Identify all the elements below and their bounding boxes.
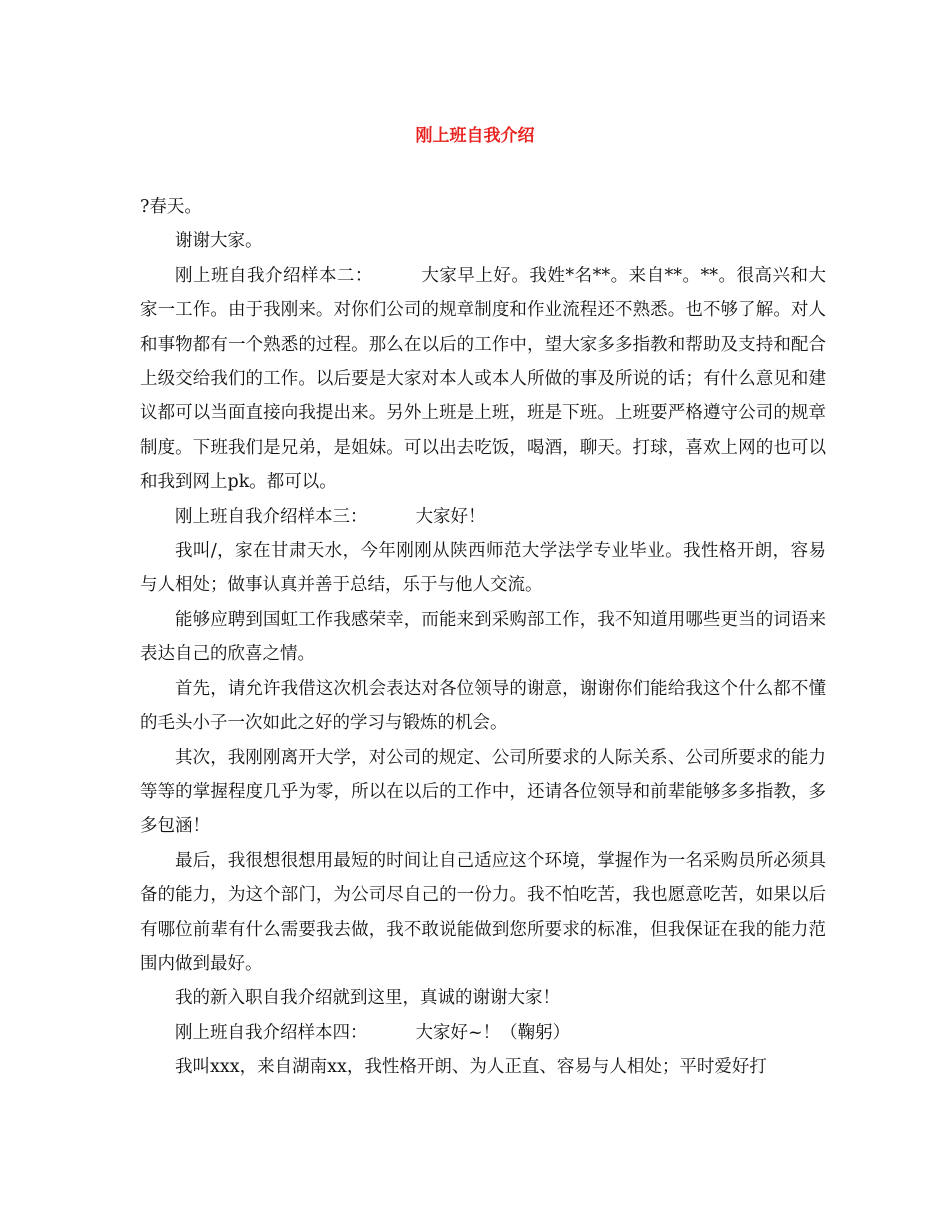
paragraph: [140, 190, 826, 224]
paragraph-text: 其次，我刚刚离开大学，对公司的规定、公司所要求的人际关系、公司所要求的能力等等的掌握程度几乎为零，所以在以后的工作中，还请各位领导和前辈能够多多指教，多多包涵！: [140, 747, 826, 837]
paragraph: [140, 224, 826, 258]
paragraph: [140, 981, 826, 1015]
paragraph: [140, 1050, 826, 1084]
paragraph-text: 大家早上好。我姓*名**。来自**。**。很高兴和大家一工作。由于我刚来。对你们公司的规章制度和作业流程还不熟悉。也不够了解。对人和事物都有一个熟悉的过程。那么在以后的工作中，望大家多多指教和帮助及支持和配合上级交给我们的工作。以后要是大家对本人或本人所做的事及所说的话；有什么意见和建议都可以当面直接向我提出来。另外上班是上班，班是下班。上班要严格遵守公司的规章制度。下班我们是兄弟，是姐妹。可以出去吃饭，喝酒，聊天。打球，喜欢上网的也可以和我到网上pk。都可以。: [140, 265, 827, 493]
paragraph: [140, 844, 826, 982]
paragraph-text: 我叫xxx，来自湖南xx，我性格开朗、为人正直、容易与人相处；平时爱好打: [175, 1057, 767, 1078]
paragraph: [140, 741, 826, 844]
paragraph: [140, 672, 826, 741]
paragraph-text: 大家好~！（鞠躬）: [415, 1022, 571, 1043]
paragraph: [140, 603, 826, 672]
paragraph-text: 我的新入职自我介绍就到这里，真诚的谢谢大家！: [175, 988, 560, 1009]
paragraph-text: 首先，请允许我借这次机会表达对各位领导的谢意，谢谢你们能给我这个什么都不懂的毛头小子一次如此之好的学习与锻炼的机会。: [140, 678, 826, 734]
paragraph-text: 我叫/，家在甘肃天水，今年刚刚从陕西师范大学法学专业毕业。我性格开朗，容易与人相处；做事认真并善于总结，乐于与他人交流。: [140, 541, 826, 596]
paragraph: [140, 500, 826, 534]
paragraph: [140, 259, 826, 500]
paragraph-text: 最后，我很想很想用最短的时间让自己适应这个环境，掌握作为一名采购员所必须具备的能力，为这个部门，为公司尽自己的一份力。我不怕吃苦，我也愿意吃苦，如果以后有哪位前辈有什么需要我去做，我不敢说能做到您所要求的标准，但我保证在我的能力范围内做到最好。: [140, 850, 826, 974]
sample-heading: 刚上班自我介绍样本二：: [175, 265, 373, 286]
paragraph: [140, 1016, 826, 1050]
paragraph-text: 能够应聘到国虹工作我感荣幸，而能来到采购部工作，我不知道用哪些更当的词语来表达自己的欣喜之情。: [140, 609, 826, 665]
sample-heading: 刚上班自我介绍样本四：: [175, 1022, 368, 1043]
paragraph-text: 大家好！: [415, 506, 486, 527]
document-body: [140, 190, 826, 1085]
paragraph-text: ?春天。: [140, 197, 202, 217]
paragraph-text: 谢谢大家。: [175, 231, 263, 252]
paragraph: [140, 534, 826, 603]
sample-heading: 刚上班自我介绍样本三：: [175, 506, 368, 527]
document-title: 刚上班自我介绍: [415, 126, 535, 146]
